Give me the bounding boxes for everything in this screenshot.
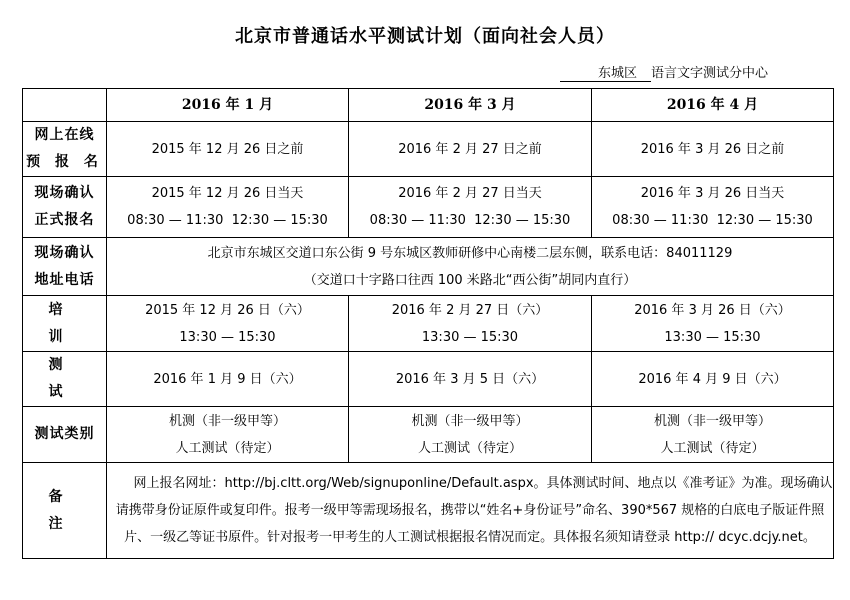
table-cell: 机测（非一级甲等） 人工测试（待定） bbox=[349, 407, 592, 463]
table-cell: 2016 年 3 月 26 日之前 bbox=[592, 122, 834, 177]
page-title: 北京市普通话水平测试计划（面向社会人员） bbox=[235, 26, 615, 47]
training-row bbox=[23, 296, 834, 352]
table-cell: 机测（非一级甲等） 人工测试（待定） bbox=[592, 407, 834, 463]
center-name: 语言文字测试分中心 bbox=[651, 66, 769, 81]
row-header: 现场确认 正式报名 bbox=[23, 177, 107, 238]
table-cell: 2016 年 2 月 27 日（六） 13:30 — 15:30 bbox=[349, 296, 592, 352]
subtitle bbox=[560, 62, 768, 82]
test-row bbox=[23, 352, 834, 407]
address-row bbox=[23, 238, 834, 296]
row-header: 备 注 bbox=[23, 463, 107, 559]
row-header: 现场确认 地址电话 bbox=[23, 238, 107, 296]
row-header: 网上在线 预 报 名 bbox=[23, 122, 107, 177]
table-cell: 机测（非一级甲等） 人工测试（待定） bbox=[107, 407, 349, 463]
table-cell: 2016 年 3 月 26 日当天 08:30 — 11:30 12:30 — 15:30 bbox=[592, 177, 834, 238]
column-header: 2016 年 3 月 bbox=[349, 89, 592, 122]
notes-row bbox=[23, 463, 834, 559]
notes-cell bbox=[107, 463, 834, 559]
confirm-row bbox=[23, 177, 834, 238]
directions-line: （交道口十字路口往西 100 米路北“西公街”胡同内直行） bbox=[303, 272, 637, 288]
table-cell: 2016 年 1 月 9 日（六） bbox=[107, 352, 349, 407]
district-name: 东城区 bbox=[560, 62, 651, 82]
table-cell: 2016 年 2 月 27 日当天 08:30 — 11:30 12:30 — 15:30 bbox=[349, 177, 592, 238]
table-cell: 2016 年 4 月 9 日（六） bbox=[592, 352, 834, 407]
table-cell: 2015 年 12 月 26 日当天 08:30 — 11:30 12:30 — 15:30 bbox=[107, 177, 349, 238]
table-cell: 2016 年 3 月 5 日（六） bbox=[349, 352, 592, 407]
header-row bbox=[23, 89, 834, 122]
table-cell: 2016 年 3 月 26 日（六） 13:30 — 15:30 bbox=[592, 296, 834, 352]
header-corner bbox=[23, 89, 107, 122]
row-header: 测试类别 bbox=[23, 407, 107, 463]
category-row bbox=[23, 407, 834, 463]
notes-text: 网上报名网址：http://bj.cltt.org/Web/signuponline/Default.aspx。具体测试时间、地点以《准考证》为准。现场确认请携带身份证原件或复印件。报考一级甲等需现场报名，携带以“姓名+身份证号”命名、390*567 规格的白底电子版证件照片、一级乙等证书原件。针对报考一甲考生的人工测试根据报名情况而定。具体报名须知请登录 http:// dcyc.dcjy.net。 bbox=[115, 476, 833, 545]
address-line: 北京市东城区交道口东公街 9 号东城区教师研修中心南楼二层东侧，联系电话：84011129 bbox=[207, 245, 733, 261]
table-cell: 2015 年 12 月 26 日之前 bbox=[107, 122, 349, 177]
table-cell: 2015 年 12 月 26 日（六） 13:30 — 15:30 bbox=[107, 296, 349, 352]
column-header: 2016 年 1 月 bbox=[107, 89, 349, 122]
address-cell bbox=[107, 238, 834, 296]
row-header: 测 试 bbox=[23, 352, 107, 407]
row-header: 培 训 bbox=[23, 296, 107, 352]
column-header: 2016 年 4 月 bbox=[592, 89, 834, 122]
table-cell: 2016 年 2 月 27 日之前 bbox=[349, 122, 592, 177]
schedule-table bbox=[22, 88, 834, 559]
online-row bbox=[23, 122, 834, 177]
